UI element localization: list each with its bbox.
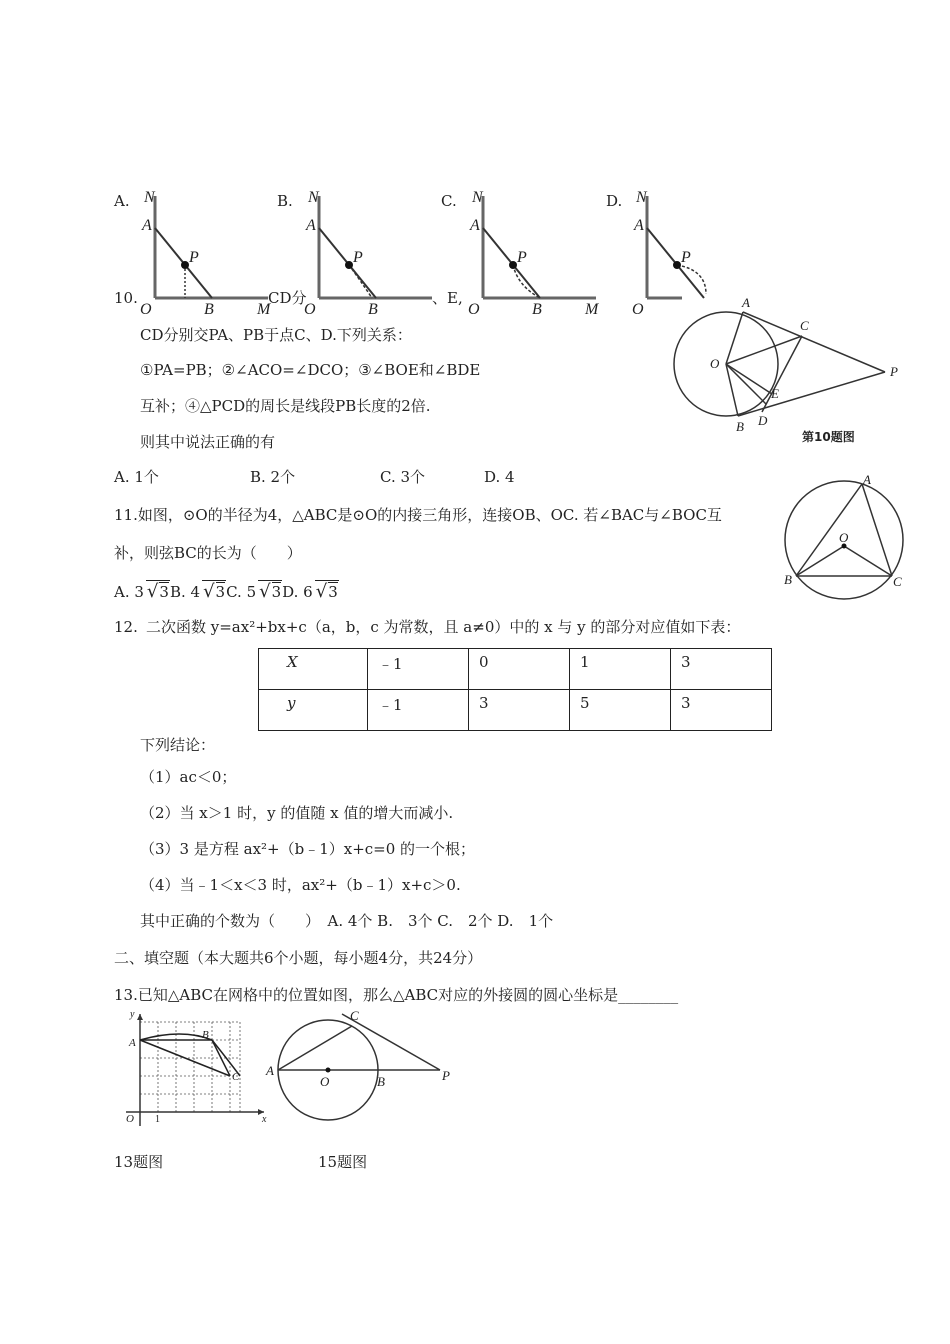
q12-intro: 二次函数 y=ax²+bx+c（a，b，c 为常数，且 a≠0）中的 x 与 y 的部分对应值如下表：	[146, 618, 741, 636]
q10-fragment-2: 、E,	[432, 289, 463, 307]
q10-figure	[670, 292, 910, 442]
graph-a	[140, 189, 272, 318]
q15-figure	[262, 1008, 462, 1148]
q11-sqrt-b: √3	[203, 581, 226, 602]
q12-value-table	[258, 648, 772, 731]
graph-c-label-p: P	[517, 249, 527, 266]
q11-label-o: O	[839, 530, 849, 545]
graph-b-label-n: N	[308, 189, 319, 206]
q12-conclusion-3: （3）3 是方程 ax²+（b﹣1）x+c=0 的一个根；	[140, 840, 476, 858]
q11-choice-c: C. 5	[226, 583, 257, 601]
graph-c	[468, 189, 600, 318]
q11-radicand-b: 3	[215, 583, 226, 601]
q11-sqrt-a: √3	[146, 581, 169, 602]
graph-a-label-p: P	[189, 249, 199, 266]
q13-text: 13.已知△ABC在网格中的位置如图，那么△ABC对应的外接圆的圆心坐标是________	[114, 986, 679, 1004]
q10-number: 10.	[114, 289, 138, 307]
graph-a-label-b: B	[204, 301, 214, 318]
option-d-letter: D.	[606, 192, 623, 210]
q11-label-c: C	[893, 574, 902, 589]
q10-choice-a: A. 1个	[114, 468, 159, 486]
table-cell: X	[259, 649, 368, 690]
graph-c-label-m: M	[585, 301, 599, 318]
q15-label-p: P	[442, 1068, 450, 1083]
graph-a-label-m: M	[257, 301, 271, 318]
q10-label-d: D	[758, 413, 768, 428]
q11-figure	[780, 470, 920, 610]
q12-conclusion-4: （4）当﹣1＜x＜3 时，ax²+（b﹣1）x+c＞0.	[140, 876, 461, 894]
q12-answer-line: 其中正确的个数为（ ） A. 4个 B. 3个 C. 2个 D. 1个	[140, 912, 554, 930]
graph-b-label-o: O	[304, 301, 316, 318]
q12-conclusion-2: （2）当 x＞1 时，y 的值随 x 值的增大而减小.	[140, 804, 454, 822]
q10-fragment-1: CD分	[268, 289, 307, 307]
q15-label-c: C	[350, 1008, 359, 1023]
q11-label-b: B	[784, 572, 792, 587]
graph-c-label-a: A	[470, 217, 480, 234]
q10-line-2: CD分别交PA、PB于点C、D.下列关系：	[140, 326, 412, 344]
graph-d-label-p: P	[681, 249, 691, 266]
graph-b-label-b: B	[368, 301, 378, 318]
table-cell: 3	[671, 649, 772, 690]
q11-line-1: 11.如图，⊙O的半径为4，△ABC是⊙O的内接三角形，连接OB、OC. 若∠BAC与∠BOC互	[114, 506, 722, 524]
table-cell: 0	[469, 649, 570, 690]
graph-d-label-a: A	[634, 217, 644, 234]
q11-line-2: 补，则弦BC的长为（ ）	[114, 544, 302, 562]
q15-label-b: B	[377, 1074, 385, 1089]
q11-label-a: A	[863, 472, 871, 487]
graph-b	[304, 189, 432, 318]
table-cell: y	[259, 690, 368, 731]
graph-c-label-b: B	[532, 301, 542, 318]
q10-figure-caption: 第10题图	[802, 430, 855, 444]
section-2-heading: 二、填空题（本大题共6个小题，每小题4分，共24分）	[114, 949, 483, 967]
q10-label-o: O	[710, 356, 720, 371]
q11-radicand-c: 3	[271, 583, 282, 601]
q15-figure-caption: 15题图	[318, 1153, 368, 1171]
q11-choices	[114, 580, 339, 603]
graph-b-label-a: A	[306, 217, 316, 234]
q11-choice-b: B. 4	[169, 583, 201, 601]
q10-line-3: ①PA=PB；②∠ACO=∠DCO；③∠BOE和∠BDE	[140, 361, 481, 379]
option-c-letter: C.	[441, 192, 457, 210]
q12-conclusion-head: 下列结论：	[140, 736, 216, 754]
q10-choice-c: C. 3个	[380, 468, 426, 486]
table-cell: ﹣1	[368, 690, 469, 731]
grid-label-c: C	[232, 1071, 240, 1083]
table-cell: ﹣1	[368, 649, 469, 690]
graph-b-label-p: P	[353, 249, 363, 266]
q13-grid-figure	[112, 1008, 272, 1133]
grid-label-one: 1	[155, 1114, 160, 1125]
q11-sqrt-c: √3	[259, 581, 282, 602]
grid-label-y: y	[130, 1009, 135, 1020]
q11-choice-a: A. 3	[114, 583, 144, 601]
q11-radicand-d: 3	[328, 583, 338, 601]
q12-number: 12.	[114, 618, 138, 636]
option-a-letter: A.	[114, 192, 130, 210]
grid-label-a: A	[129, 1037, 136, 1049]
table-cell: 3	[469, 690, 570, 731]
grid-label-x: x	[262, 1114, 267, 1125]
graph-c-label-o: O	[468, 301, 480, 318]
q10-choice-d: D. 4	[484, 468, 515, 486]
q10-line-5: 则其中说法正确的有	[140, 433, 276, 451]
q13-figure-caption: 13题图	[114, 1153, 164, 1171]
table-cell: 1	[570, 649, 671, 690]
q11-sqrt-d: √3	[315, 581, 338, 602]
option-b-letter: B.	[277, 192, 293, 210]
graph-d-label-o: O	[632, 301, 644, 318]
graph-d-label-n: N	[636, 189, 647, 206]
graph-a-label-a: A	[142, 217, 152, 234]
table-row	[259, 649, 772, 690]
q10-label-c: C	[800, 318, 809, 333]
q15-label-a: A	[266, 1063, 274, 1078]
q10-label-p: P	[890, 364, 898, 379]
q11-choice-d: D. 6	[282, 583, 313, 601]
q15-label-o: O	[320, 1074, 330, 1089]
q11-radicand-a: 3	[159, 583, 169, 601]
q10-line-4: 互补；④△PCD的周长是线段PB长度的2倍.	[140, 397, 431, 415]
table-cell: 3	[671, 690, 772, 731]
graph-a-label-o: O	[140, 301, 152, 318]
q10-choice-b: B. 2个	[250, 468, 296, 486]
grid-label-b: B	[202, 1029, 209, 1041]
graph-c-label-n: N	[472, 189, 483, 206]
table-row	[259, 690, 772, 731]
q10-label-b: B	[736, 419, 744, 434]
q10-label-e: E	[771, 386, 779, 401]
table-cell: 5	[570, 690, 671, 731]
grid-label-o: O	[126, 1113, 134, 1125]
q12-conclusion-1: （1）ac＜0；	[140, 768, 237, 786]
graph-a-label-n: N	[144, 189, 155, 206]
q10-label-a: A	[742, 295, 750, 310]
